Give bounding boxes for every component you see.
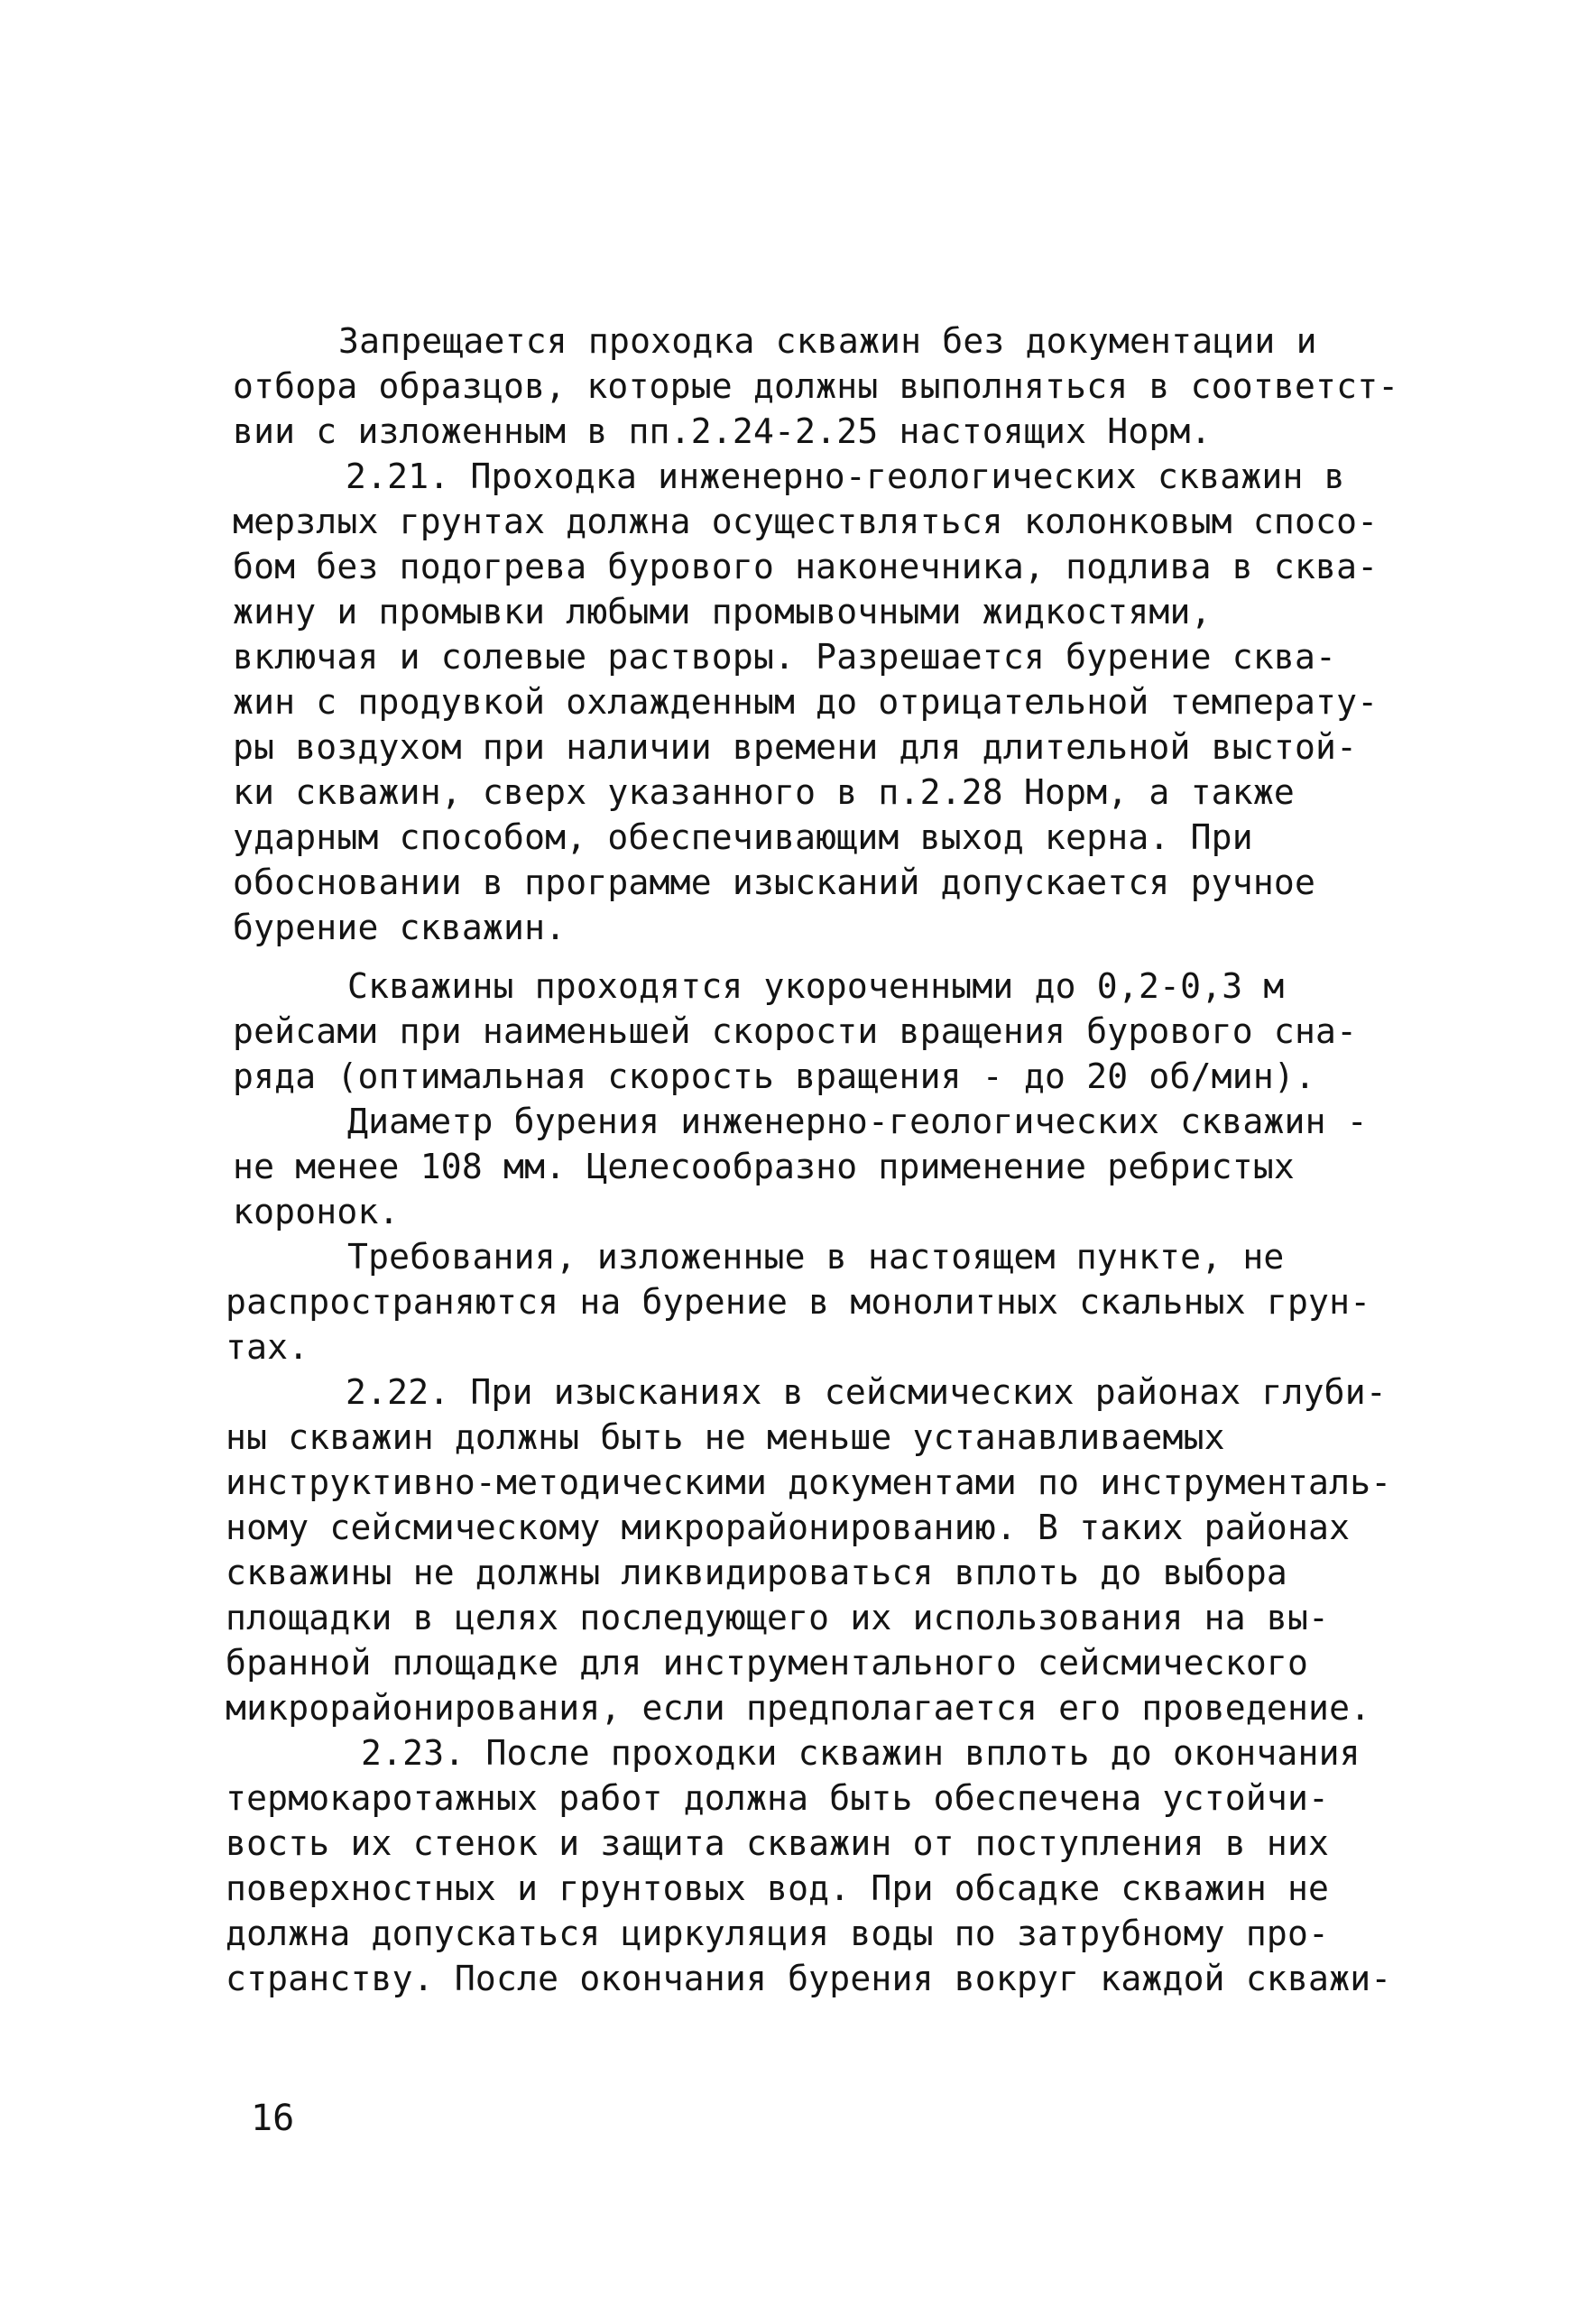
- text-line: странству. После окончания бурения вокруг каждой скважи-: [226, 1959, 1392, 1998]
- text-line: ры воздухом при наличии времени для длительной выстой-: [233, 727, 1358, 767]
- text-line: Диаметр бурения инженерно-геологических скважин -: [347, 1102, 1368, 1141]
- text-line: ны скважин должны быть не меньше устанавливаемых: [226, 1417, 1225, 1457]
- text-line: Скважины проходятся укороченными до 0,2-0,3 м: [347, 966, 1285, 1006]
- text-line: вии с изложенным в пп.2.24-2.25 настоящих Норм.: [233, 411, 1212, 451]
- text-line: ударным способом, обеспечивающим выход керна. При: [233, 817, 1253, 857]
- text-line: поверхностных и грунтовых вод. При обсадке скважин не: [226, 1868, 1330, 1908]
- text-line: бурение скважин.: [233, 908, 567, 947]
- text-line: отбора образцов, которые должны выполняться в соответст-: [233, 366, 1399, 406]
- text-line: термокаротажных работ должна быть обеспечена устойчи-: [226, 1778, 1330, 1818]
- page-number: 16: [251, 2098, 295, 2139]
- text-line: вость их стенок и защита скважин от поступления в них: [226, 1823, 1330, 1863]
- text-line: жину и промывки любыми промывочными жидкостями,: [233, 592, 1212, 632]
- text-line: микрорайонирования, если предполагается его проведение.: [226, 1688, 1371, 1728]
- text-line: бом без подогрева бурового наконечника, подлива в сква-: [233, 547, 1379, 586]
- text-line: включая и солевые растворы. Разрешается бурение сква-: [233, 637, 1337, 677]
- text-line: распространяются на бурение в монолитных скальных грун-: [226, 1282, 1371, 1322]
- text-line: Запрещается проходка скважин без документации и: [338, 321, 1317, 361]
- text-line: мерзлых грунтах должна осуществляться колонковым спосо-: [233, 502, 1379, 541]
- text-line: инструктивно-методическими документами по инструменталь-: [226, 1462, 1392, 1502]
- text-line: скважины не должны ликвидироваться вплоть до выбора: [226, 1553, 1287, 1592]
- text-line: коронок.: [233, 1192, 400, 1231]
- text-line: тах.: [226, 1327, 309, 1367]
- text-line: обосновании в программе изысканий допускается ручное: [233, 862, 1316, 902]
- text-line: жин с продувкой охлажденным до отрицательной температу-: [233, 682, 1379, 722]
- text-line: Требования, изложенные в настоящем пункте, не: [347, 1237, 1285, 1277]
- text-line: должна допускаться циркуляция воды по затрубному про-: [226, 1914, 1330, 1953]
- text-line: не менее 108 мм. Целесообразно применение ребристых: [233, 1147, 1295, 1186]
- text-line: рейсами при наименьшей скорости вращения бурового сна-: [233, 1011, 1358, 1051]
- text-line: бранной площадке для инструментального сейсмического: [226, 1643, 1309, 1683]
- text-line: площадки в целях последующего их использования на вы-: [226, 1598, 1330, 1637]
- text-line: ки скважин, сверх указанного в п.2.28 Норм, а также: [233, 772, 1295, 812]
- section-2-21-start: 2.21. Проходка инженерно-геологических скважин в: [346, 457, 1345, 496]
- text-line: ряда (оптимальная скорость вращения - до 20 об/мин).: [233, 1056, 1316, 1096]
- section-2-22-start: 2.22. При изысканиях в сейсмических районах глуби-: [346, 1372, 1387, 1412]
- text-line: ному сейсмическому микрорайонированию. В таких районах: [226, 1508, 1351, 1547]
- section-2-23-start: 2.23. После проходки скважин вплоть до окончания: [361, 1733, 1361, 1773]
